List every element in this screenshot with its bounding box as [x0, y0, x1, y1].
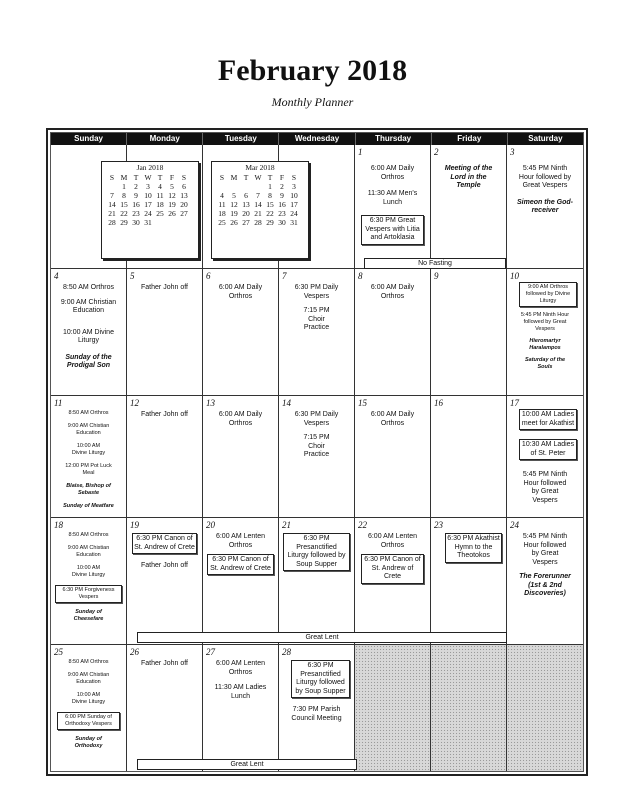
event-box: 6:30 PM Canon of St. Andrew of Crete: [207, 554, 274, 575]
day-cell-15[interactable]: [355, 396, 431, 518]
day-number: 22: [358, 520, 367, 530]
mini-calendar-title: Jan 2018: [136, 163, 164, 172]
event: Father John off: [141, 284, 188, 291]
mini-calendar-day: 24: [290, 209, 298, 218]
day-number: 16: [434, 398, 443, 408]
mini-calendar-day: 22: [120, 209, 128, 218]
mini-calendar-day: S: [181, 173, 187, 182]
mini-calendar-day: 19: [230, 209, 238, 218]
day-cell-11[interactable]: [51, 396, 127, 518]
weekday-saturday: Saturday: [528, 134, 563, 143]
day-number: 7: [282, 271, 287, 281]
mini-calendar-day: [240, 182, 252, 191]
mini-calendar-day: 1: [122, 182, 126, 191]
mini-calendar-day: 30: [278, 218, 286, 227]
mini-calendar-day: 30: [132, 218, 140, 227]
day-cell-9[interactable]: [431, 269, 507, 396]
day-number: 27: [206, 647, 215, 657]
mini-calendar-day: 9: [280, 191, 284, 200]
mini-calendar-day: 14: [254, 200, 262, 209]
mini-calendar-day: 21: [254, 209, 262, 218]
mini-calendar-day: [252, 182, 264, 191]
event: 10:00 AM Divine Liturgy: [71, 692, 106, 705]
weekday-friday: Friday: [432, 133, 508, 145]
event: 6:00 AM Daily Orthros: [218, 284, 263, 300]
feast-label: The Forerunner (1st & 2nd Discoveries): [519, 573, 571, 597]
event: 6:00 AM Lenten Orthros: [367, 533, 418, 549]
event: 5:45 PM Ninth Hour followed by Great Vespers: [520, 312, 570, 332]
event: 6:00 AM Daily Orthros: [218, 411, 263, 427]
feast-label: Hieromartyr Haralampos: [529, 338, 561, 351]
event: 6:30 PM Daily Vespers: [294, 284, 339, 300]
page-subtitle: Monthly Planner: [271, 95, 354, 109]
great-lent-bar: Great Lent: [137, 759, 357, 770]
event: Father John off: [141, 411, 188, 418]
mini-calendar-day: 24: [144, 209, 152, 218]
event: 9:00 AM Christian Education: [60, 298, 117, 314]
day-number: 4: [54, 271, 59, 281]
event: 6:00 AM Daily Orthros: [370, 284, 415, 300]
day-cell-17[interactable]: [507, 396, 583, 518]
event-box: 6:00 PM Sunday of Orthodoxy Vespers: [57, 712, 120, 730]
mini-calendar-day: [154, 218, 166, 227]
event-box: 6:30 PM Forgiveness Vespers: [55, 585, 122, 603]
mini-calendar-day: 14: [108, 200, 116, 209]
day-number: 26: [130, 647, 139, 657]
mini-calendar-day: S: [109, 173, 115, 182]
mini-calendar-day: 31: [144, 218, 152, 227]
event-box: 6:30 PM Canon of St. Andrew of Crete: [132, 533, 197, 554]
mini-calendar-day: 19: [168, 200, 176, 209]
mini-calendar-day: 12: [168, 191, 176, 200]
event: 10:00 AM Divine Liturgy: [71, 565, 106, 578]
mini-calendar-day: 5: [232, 191, 236, 200]
mini-calendar-day: 16: [278, 200, 286, 209]
mini-calendar-day: 27: [180, 209, 188, 218]
day-cell-19[interactable]: [127, 518, 203, 645]
event: 11:30 AM Men's Lunch: [367, 190, 418, 206]
feast-label: Meeting of the Lord in the Temple: [444, 165, 493, 189]
mini-calendar-day: 18: [218, 209, 226, 218]
feast-label: Sunday of Meatfare: [63, 503, 114, 509]
mini-calendar-day: 22: [266, 209, 274, 218]
mini-calendar-day: T: [133, 173, 139, 182]
event-box: 9:00 AM Orthros followed by Divine Liturgy: [519, 282, 577, 307]
mini-calendar-day: 2: [280, 182, 284, 191]
day-number: 12: [130, 398, 139, 408]
day-number: 6: [206, 271, 211, 281]
day-number: 21: [282, 520, 291, 530]
event: Father John off: [141, 660, 188, 667]
mini-calendar-day: 6: [244, 191, 248, 200]
event-box: 6:30 PM Canon of St. Andrew of Crete: [361, 554, 424, 584]
day-cell-18[interactable]: [51, 518, 127, 645]
day-cell-7[interactable]: [279, 269, 355, 396]
mini-calendar-title: Mar 2018: [245, 163, 275, 172]
event: 12:00 PM Pot Luck Meal: [65, 463, 112, 476]
day-cell-4[interactable]: [51, 269, 127, 396]
mini-calendar-day: 11: [156, 191, 164, 200]
day-number: 1: [358, 147, 363, 157]
day-cell-12[interactable]: [127, 396, 203, 518]
day-cell-14[interactable]: [279, 396, 355, 518]
mini-calendar-day: 29: [266, 218, 274, 227]
event-box: 10:30 AM Ladies of St. Peter: [519, 439, 577, 460]
event: 9:00 AM Chistian Education: [67, 423, 110, 436]
day-number: 18: [54, 520, 63, 530]
mini-calendar-day: T: [157, 173, 163, 182]
mini-calendar-day: [106, 182, 118, 191]
day-cell-24[interactable]: [507, 518, 583, 645]
page-title: February 2018: [217, 54, 408, 87]
weekday-tuesday: Tuesday: [203, 133, 279, 145]
day-number: 13: [206, 398, 215, 408]
weekday-sunday: Sunday: [51, 133, 127, 145]
event: 5:45 PM Ninth Hour followed by Great Vespers: [518, 165, 572, 189]
day-cell-10[interactable]: [507, 269, 583, 396]
event-box: 10:00 AM Ladies meet for Akathist: [519, 409, 577, 430]
day-cell-5[interactable]: [127, 269, 203, 396]
day-number: 8: [358, 271, 363, 281]
day-cell-23[interactable]: [431, 518, 507, 645]
mini-calendar-day: 17: [290, 200, 298, 209]
mini-calendar-day: 1: [268, 182, 272, 191]
mini-calendar-day: 25: [218, 218, 226, 227]
mini-calendar-day: 4: [220, 191, 224, 200]
mini-calendar-day: 13: [242, 200, 250, 209]
day-cell-27[interactable]: [203, 645, 279, 771]
feast-label: Sunday of Orthodoxy: [74, 736, 103, 749]
event: 6:00 AM Lenten Orthros: [215, 660, 266, 676]
mini-calendar-day: 18: [156, 200, 164, 209]
day-number: 24: [510, 520, 519, 530]
event-box: 6:30 PM Great Vespers with Litia and Artoklasia: [361, 215, 424, 245]
event: 11:30 AM Ladies Lunch: [214, 684, 267, 700]
mini-calendar-day: S: [291, 173, 297, 182]
day-cell-16[interactable]: [431, 396, 507, 518]
event: 7:30 PM Parish Council Meeting: [291, 706, 342, 722]
mini-calendar-day: 17: [144, 200, 152, 209]
day-number: 23: [434, 520, 443, 530]
day-number: 15: [358, 398, 367, 408]
day-cell-1[interactable]: [355, 145, 431, 269]
mini-calendar-day: 20: [180, 200, 188, 209]
day-cell-13[interactable]: [203, 396, 279, 518]
feast-label: Sunday of Cheesefare: [73, 609, 104, 622]
feast-label: Sunday of the Prodigal Son: [65, 353, 112, 369]
event: 6:00 AM Lenten Orthros: [215, 533, 266, 549]
mini-calendar-day: 15: [266, 200, 274, 209]
mini-calendar-mar: [211, 161, 309, 259]
event: 6:00 AM Daily Orthros: [370, 411, 415, 427]
event-box: 6:30 PM Presanctified Liturgy followed by Soup Supper: [283, 533, 350, 571]
event: 9:00 AM Chistian Education: [67, 672, 110, 685]
event: Father John off: [141, 562, 188, 569]
mini-calendar-day: 8: [122, 191, 126, 200]
day-number: 20: [206, 520, 215, 530]
mini-calendar-day: 2: [134, 182, 138, 191]
event: 8:50 AM Orthros: [68, 659, 109, 665]
day-cell-3[interactable]: [507, 145, 583, 269]
mini-calendar-day: F: [279, 173, 285, 182]
mini-calendar-day: 20: [242, 209, 250, 218]
mini-calendar-day: 10: [144, 191, 152, 200]
day-number: 14: [282, 398, 291, 408]
mini-calendar-day: 12: [230, 200, 238, 209]
mini-calendar-day: T: [267, 173, 273, 182]
day-number: 17: [510, 398, 519, 408]
mini-calendar-day: 3: [292, 182, 296, 191]
mini-calendar-day: 21: [108, 209, 116, 218]
mini-calendar-day: 28: [254, 218, 262, 227]
day-cell-2[interactable]: [431, 145, 507, 269]
mini-calendar-day: 5: [170, 182, 174, 191]
mini-calendar-day: 6: [182, 182, 186, 191]
day-number: 2: [434, 147, 439, 157]
day-number: 10: [510, 271, 519, 281]
monthly-calendar: [46, 128, 588, 776]
mini-calendar-day: 27: [242, 218, 250, 227]
mini-calendar-day: 25: [156, 209, 164, 218]
blank-cell-shaded: [507, 645, 583, 771]
event: 8:50 AM Orthros: [68, 532, 109, 538]
mini-calendar-day: M: [230, 173, 238, 182]
mini-calendar-day: M: [120, 173, 128, 182]
mini-calendar-day: 4: [158, 182, 162, 191]
mini-calendar-day: 29: [120, 218, 128, 227]
weekday-header: [51, 133, 583, 145]
mini-calendar-day: [216, 182, 228, 191]
day-cell-25[interactable]: [51, 645, 127, 771]
mini-calendar-day: 7: [110, 191, 114, 200]
mini-calendar-day: 28: [108, 218, 116, 227]
great-lent-bar: Great Lent: [137, 632, 507, 643]
event-box: 6:30 PM Presanctified Liturgy followed by Soup Supper: [291, 660, 350, 698]
blank-cell-shaded: [355, 645, 431, 771]
mini-calendar-day: W: [144, 173, 152, 182]
mini-calendar-day: 13: [180, 191, 188, 200]
day-number: 3: [510, 147, 515, 157]
mini-calendar-jan: [101, 161, 199, 259]
day-number: 25: [54, 647, 63, 657]
mini-calendar-day: 26: [168, 209, 176, 218]
day-number: 5: [130, 271, 135, 281]
day-cell-22[interactable]: [355, 518, 431, 645]
mini-calendar-day: W: [254, 173, 262, 182]
event: 5:45 PM Ninth Hour followed by Great Vespers: [522, 471, 568, 504]
event: 8:50 AM Orthros: [63, 284, 114, 291]
weekday-thursday: Thursday: [356, 133, 432, 145]
event: 10:00 AM Divine Liturgy: [63, 328, 114, 344]
mini-calendar-day: 10: [290, 191, 298, 200]
mini-calendar-day: 9: [134, 191, 138, 200]
feast-label: Blaise, Bishop of Sebaste: [66, 483, 111, 496]
no-fasting-bar: No Fasting: [364, 258, 506, 269]
day-cell-26[interactable]: [127, 645, 203, 771]
mini-calendar-day: T: [243, 173, 249, 182]
event: 7:15 PM Choir Practice: [303, 434, 330, 458]
mini-calendar-day: [228, 182, 240, 191]
blank-cell-shaded: [431, 645, 507, 771]
day-cell-28[interactable]: [279, 645, 355, 771]
mini-calendar-day: 31: [290, 218, 298, 227]
event: 5:45 PM Ninth Hour followed by Great Vespers: [522, 533, 568, 566]
mini-calendar-day: [166, 218, 178, 227]
day-cell-21[interactable]: [279, 518, 355, 645]
feast-label: Simeon the God-receiver: [517, 198, 573, 214]
mini-calendar-day: 16: [132, 200, 140, 209]
mini-calendar-day: 23: [132, 209, 140, 218]
day-number: 19: [130, 520, 139, 530]
feast-label: Saturday of the Souls: [524, 357, 566, 370]
day-cell-6[interactable]: [203, 269, 279, 396]
mini-calendar-day: 11: [218, 200, 226, 209]
day-number: 28: [282, 647, 291, 657]
event: 10:00 AM Divine Liturgy: [71, 443, 106, 456]
mini-calendar-day: 15: [120, 200, 128, 209]
mini-calendar-day: F: [169, 173, 175, 182]
event: 6:00 AM Daily Orthros: [370, 165, 415, 181]
day-number: 9: [434, 271, 439, 281]
mini-calendar-day: 26: [230, 218, 238, 227]
event: 9:00 AM Chistian Education: [67, 545, 110, 558]
event: 8:50 AM Orthros: [68, 410, 109, 416]
event-box: 6:30 PM Akathist Hymn to the Theotokos: [445, 533, 502, 563]
mini-calendar-day: [178, 218, 190, 227]
event: 6:30 PM Daily Vespers: [294, 411, 339, 427]
mini-calendar-day: 7: [256, 191, 260, 200]
weekday-monday: Monday: [127, 133, 203, 145]
weekday-wednesday: Wednesday: [279, 133, 355, 145]
mini-calendar-day: 23: [278, 209, 286, 218]
day-cell-8[interactable]: [355, 269, 431, 396]
day-number: 11: [54, 398, 63, 408]
event: 7:15 PM Choir Practice: [303, 307, 330, 331]
mini-calendar-day: 8: [268, 191, 272, 200]
mini-calendar-day: S: [219, 173, 225, 182]
mini-calendar-day: 3: [146, 182, 150, 191]
day-cell-20[interactable]: [203, 518, 279, 645]
